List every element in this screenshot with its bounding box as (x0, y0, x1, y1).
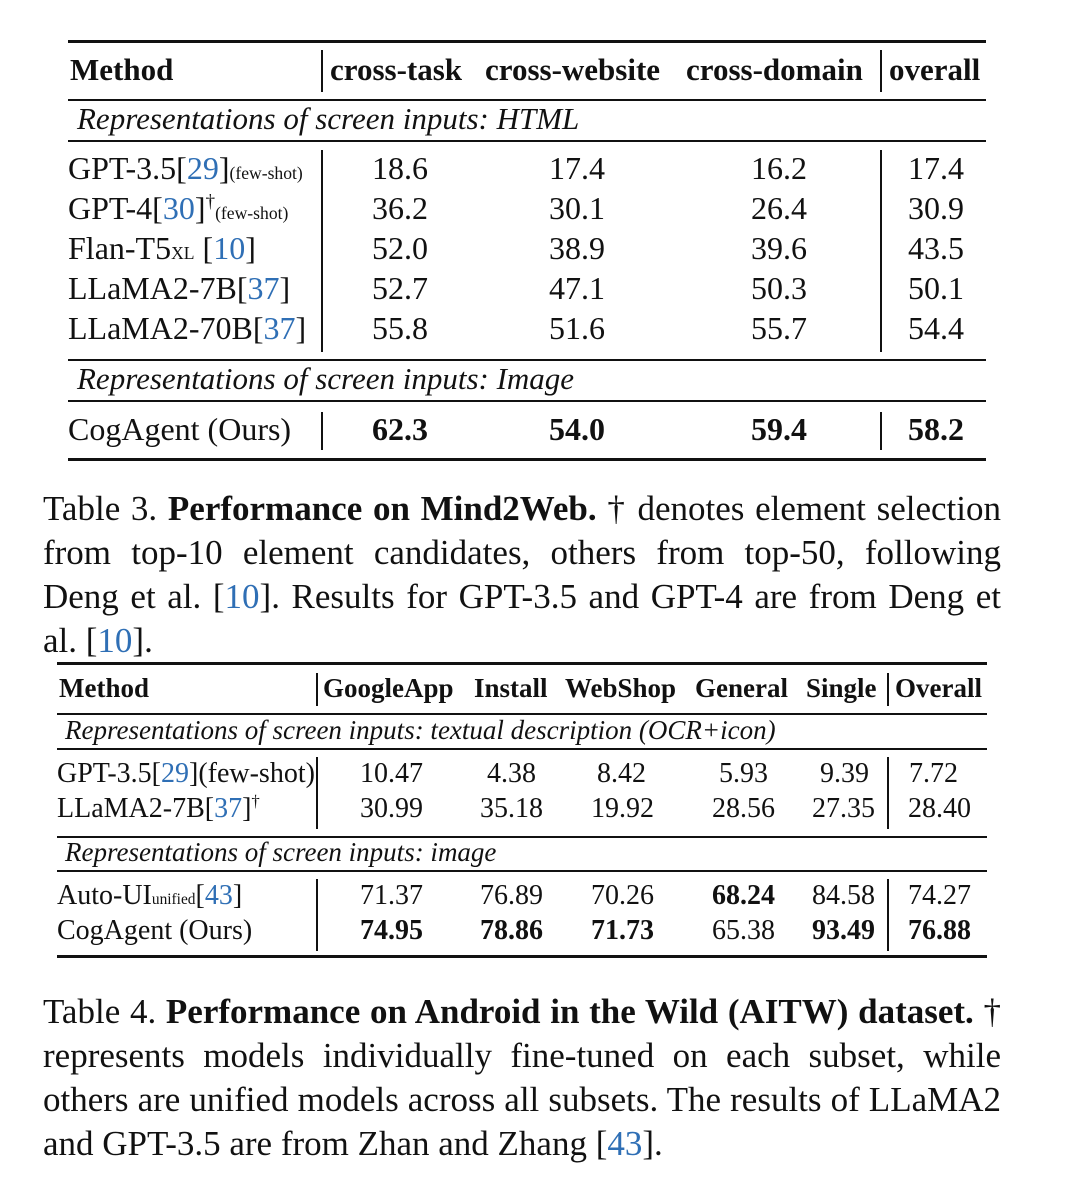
caption-body: † represents models individually fine-tuned on each subset, while others are unified models across all subsets. The results of LLaMA2 and GPT-3.5 are from Zhan and Zhang [ (43, 992, 1002, 1163)
table4-text-vline-left (316, 757, 318, 829)
table3-cell-best: 62.3 (372, 411, 428, 447)
method-name: LLaMA2-70B (68, 310, 253, 346)
table3-header-vline-right (880, 50, 882, 92)
citation-link[interactable]: 10 (213, 230, 246, 266)
table4-header-vline-left (316, 673, 318, 706)
table3-cell: 36.2 (372, 190, 428, 226)
table4-cell: 5.93 (719, 758, 768, 789)
table3-section-image: Representations of screen inputs: Image (77, 361, 575, 396)
table4-header-method: Method (59, 673, 149, 703)
method-name: GPT-4 (68, 190, 153, 226)
table4-cell-best: 76.88 (908, 915, 971, 946)
table3-section-image-rule (68, 400, 986, 402)
table4-cell: 65.38 (712, 915, 775, 946)
table3-body-vline-right (880, 150, 882, 352)
table3-row-cogagent-method: CogAgent (Ours) (68, 411, 292, 447)
citation-link[interactable]: 30 (162, 190, 195, 226)
citation-link[interactable]: 43 (607, 1124, 643, 1163)
table4-section-image-rule (57, 870, 987, 872)
citation-link[interactable]: 43 (204, 880, 233, 911)
method-suffix: (few-shot) (198, 758, 315, 789)
citation-link[interactable]: 10 (224, 577, 260, 616)
table3-bottom-rule (68, 458, 986, 461)
method-suffix: (few-shot) (229, 163, 303, 183)
table4-bottom-rule (57, 955, 987, 958)
table3-cell: 43.5 (908, 230, 964, 266)
table4-cell: 28.56 (712, 793, 775, 824)
table3-cell: 55.8 (372, 310, 428, 346)
table4-header-vline-right (887, 673, 889, 706)
table3-cell: 51.6 (549, 310, 605, 346)
table3-cell: 17.4 (908, 150, 964, 186)
table4-cell: 9.39 (820, 758, 869, 789)
table3-section-html-rule (68, 140, 986, 142)
caption-prefix: Table 4. (43, 992, 157, 1031)
table3-cell: 50.1 (908, 270, 964, 306)
method-name: Flan-T5 (68, 230, 172, 266)
method-name: GPT-3.5 (57, 758, 152, 789)
table4-row-cogagent-method: CogAgent (Ours) (57, 915, 253, 946)
table4-cell: 71.37 (360, 880, 423, 911)
method-subscript: XL (171, 243, 195, 263)
caption-body: ]. (642, 1124, 663, 1163)
caption-prefix: Table 3. (43, 489, 158, 528)
table3-cell: 17.4 (549, 150, 605, 186)
table4-header-overall: Overall (895, 673, 982, 703)
table4-header-general: General (695, 673, 788, 703)
caption-body: † denotes element selection from top-10 element candidates, others from top-50, following Deng et al. [ (43, 489, 1002, 616)
table3-cell: 18.6 (372, 150, 428, 186)
table4-row-autoui-method: Auto-UIunified[43] (57, 880, 243, 911)
table3-cell: 30.9 (908, 190, 964, 226)
table4-cell-best: 71.73 (591, 915, 654, 946)
table3-cell: 38.9 (549, 230, 605, 266)
caption-body: ]. Results for GPT-3.5 and GPT-4 are from Deng et al. [ (43, 577, 1001, 660)
table4-image-vline-right (887, 879, 889, 951)
table3-row-llama7b-method: LLaMA2-7B[37] (68, 270, 291, 306)
table4-section-text: Representations of screen inputs: textual description (OCR+icon) (65, 715, 776, 745)
citation-link[interactable]: 29 (186, 150, 219, 186)
table3-cell: 39.6 (751, 230, 807, 266)
table4-header-webshop: WebShop (565, 673, 677, 703)
table4-image-vline-left (316, 879, 318, 951)
table4-cell-best: 68.24 (712, 880, 775, 911)
table4-cell: 7.72 (909, 758, 958, 789)
citation-link[interactable]: 10 (97, 621, 133, 660)
table4-header-googleapp: GoogleApp (323, 673, 454, 703)
table3-cell: 52.0 (372, 230, 428, 266)
table3-cell: 30.1 (549, 190, 605, 226)
table3-row-gpt35-method: GPT-3.5[29](few-shot) (68, 150, 303, 186)
table4-caption (43, 990, 1001, 1166)
table4-cell: 70.26 (591, 880, 654, 911)
method-name: Auto-UI (57, 880, 152, 911)
table3-caption (43, 487, 1001, 663)
table3-header-cross-task: cross-task (330, 52, 463, 87)
table3-header-cross-website: cross-website (485, 52, 661, 87)
table3-row-gpt4-method: GPT-4[30]†(few-shot) (68, 190, 289, 226)
table3-header-method: Method (70, 52, 174, 87)
dagger-mark: † (205, 191, 216, 213)
citation-link[interactable]: 37 (263, 310, 296, 346)
table4-row-gpt35-method: GPT-3.5[29](few-shot) (57, 758, 315, 789)
table4-section-image: Representations of screen inputs: image (65, 837, 497, 867)
table4-cell: 76.89 (480, 880, 543, 911)
table3-cell: 52.7 (372, 270, 428, 306)
table4-cell: 35.18 (480, 793, 543, 824)
method-name: LLaMA2-7B (57, 793, 205, 824)
caption-body: ]. (132, 621, 153, 660)
table4-cell: 10.47 (360, 758, 423, 789)
table3-row-flant5-method: Flan-T5XL [10] (68, 230, 256, 266)
table4-text-vline-right (887, 757, 889, 829)
table3-cell: 54.4 (908, 310, 964, 346)
table3-cell: 26.4 (751, 190, 807, 226)
table4-cell: 19.92 (591, 793, 654, 824)
table3-body-vline-left (321, 150, 323, 352)
table3-cell-best: 59.4 (751, 411, 807, 447)
table3-cogagent-vline-left (321, 412, 323, 450)
table3-cell: 47.1 (549, 270, 605, 306)
method-name: GPT-3.5 (68, 150, 177, 186)
table4-cell-best: 93.49 (812, 915, 875, 946)
table3-cell-best: 58.2 (908, 411, 964, 447)
table3-section-html: Representations of screen inputs: HTML (77, 101, 580, 136)
table4-cell: 4.38 (487, 758, 536, 789)
table3-cogagent-vline-right (880, 412, 882, 450)
caption-title: Performance on Android in the Wild (AITW) dataset. (165, 992, 974, 1031)
table3-top-rule (68, 40, 986, 43)
table4-cell: 30.99 (360, 793, 423, 824)
table3-header-overall: overall (889, 52, 981, 87)
table3-cell: 50.3 (751, 270, 807, 306)
dagger-mark: † (251, 791, 260, 811)
table3-cell: 55.7 (751, 310, 807, 346)
method-name: LLaMA2-7B (68, 270, 237, 306)
table4-header-install: Install (474, 673, 548, 703)
table4-header-single: Single (806, 673, 877, 703)
citation-link[interactable]: 37 (214, 793, 243, 824)
table3-cell-best: 54.0 (549, 411, 605, 447)
table4-cell: 27.35 (812, 793, 875, 824)
table4-cell: 74.27 (908, 880, 971, 911)
caption-title: Performance on Mind2Web. (167, 489, 597, 528)
table4-cell: 8.42 (597, 758, 646, 789)
method-subscript: unified (151, 891, 196, 908)
table4-cell-best: 78.86 (480, 915, 543, 946)
table4-section-text-rule (57, 748, 987, 750)
table3-header-cross-domain: cross-domain (686, 52, 863, 87)
table3-cell: 16.2 (751, 150, 807, 186)
table3-header-vline-left (321, 50, 323, 92)
table4-cell: 28.40 (908, 793, 971, 824)
table4-cell: 84.58 (812, 880, 875, 911)
table4-cell-best: 74.95 (360, 915, 423, 946)
table4-row-llama7b-method: LLaMA2-7B[37]† (57, 791, 260, 824)
citation-link[interactable]: 29 (160, 758, 189, 789)
method-suffix: (few-shot) (215, 203, 289, 223)
citation-link[interactable]: 37 (247, 270, 280, 306)
table4-top-rule (57, 662, 987, 665)
table3-row-llama70b-method: LLaMA2-70B[37] (68, 310, 307, 346)
